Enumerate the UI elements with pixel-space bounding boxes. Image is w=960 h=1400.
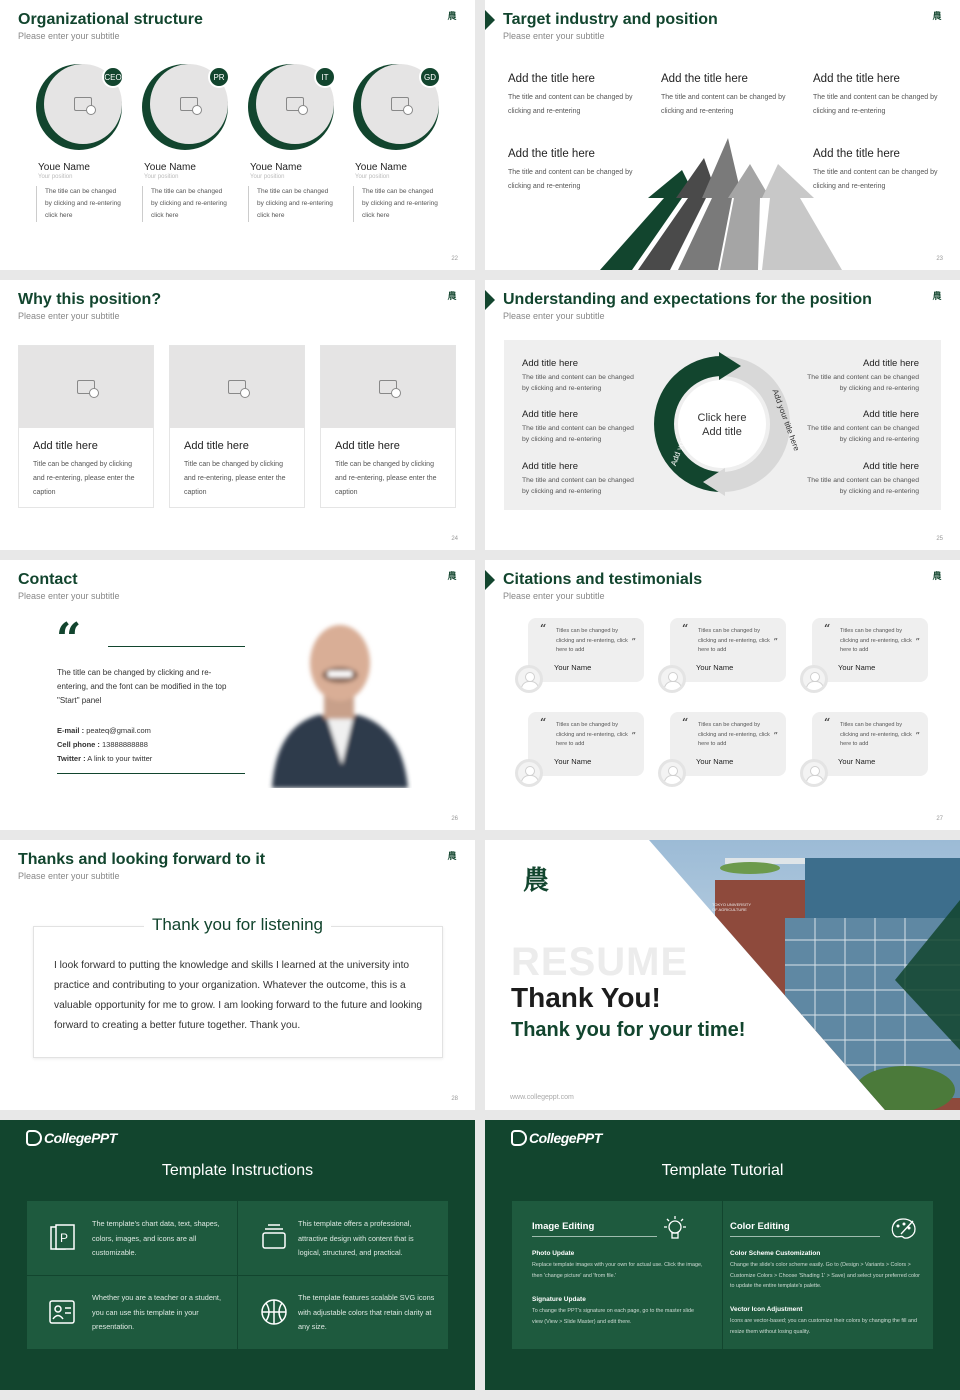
avatar xyxy=(515,759,543,787)
quote-open-icon: “ xyxy=(540,716,547,729)
page-number: 23 xyxy=(936,256,943,262)
university-logo-icon: 農 xyxy=(932,11,941,21)
image-placeholder-icon xyxy=(391,97,409,111)
slide-target-industry[interactable] xyxy=(485,0,960,270)
card-title: Add title here xyxy=(33,440,98,452)
testimonial-name: Your Name xyxy=(554,757,592,766)
divider xyxy=(532,1236,657,1237)
info-text: The title and content can be changed by clicking and re-entering xyxy=(508,94,633,115)
avatar xyxy=(515,665,543,693)
block-text: The title and content can be changed by clicking and re-entering xyxy=(807,425,919,443)
document-icon xyxy=(50,1224,76,1252)
instruction-item xyxy=(92,1217,227,1261)
cycle-center-title[interactable]: Click here Add title xyxy=(697,412,747,438)
slide-why-position[interactable] xyxy=(0,280,475,550)
right-block xyxy=(803,358,919,394)
slide-template-instructions[interactable] xyxy=(0,1120,475,1390)
tutorial-sub: Vector Icon Adjustment xyxy=(730,1306,803,1313)
user-card-icon xyxy=(49,1298,77,1326)
resume-watermark: RESUME xyxy=(511,940,689,984)
page-number: 24 xyxy=(451,536,458,542)
role-badge: PR xyxy=(208,66,230,88)
block-text: The title and content can be changed by clicking and re-entering xyxy=(522,425,634,443)
testimonial-text: Titles can be changed by clicking and re-entering, click here to add xyxy=(556,628,628,653)
quote-open-icon: “ xyxy=(682,716,689,729)
block-text: The title and content can be changed by clicking and re-entering xyxy=(522,477,634,495)
avatar xyxy=(800,759,828,787)
slide-title: Contact xyxy=(18,571,78,588)
image-placeholder-icon xyxy=(379,380,397,394)
role-badge: IT xyxy=(314,66,336,88)
quote-close-icon: ” xyxy=(773,732,778,742)
instruction-text: The template's chart data, text, shapes, colors, images, and icons are all customizable. xyxy=(92,1219,220,1257)
left-block xyxy=(522,358,642,394)
phone-label: Cell phone : xyxy=(57,740,100,749)
slide-subtitle: Please enter your subtitle xyxy=(503,31,605,41)
ball-icon xyxy=(260,1298,288,1326)
testimonial-text: Titles can be changed by clicking and re-entering, click here to add xyxy=(698,722,770,747)
brand-logo xyxy=(511,1130,602,1146)
tutorial-sub: Photo Update xyxy=(532,1250,575,1257)
slide-heading: Template Tutorial xyxy=(661,1162,784,1179)
slide-subtitle: Please enter your subtitle xyxy=(503,311,605,321)
divider xyxy=(730,1236,880,1237)
tutorial-heading: Color Editing xyxy=(730,1221,790,1232)
title-marker xyxy=(485,10,495,30)
message-heading: Thank you for listening xyxy=(144,915,331,934)
slide-title: Understanding and expectations for the position xyxy=(503,291,872,308)
building-sign: TOKYO UNIVERSITY OF AGRICULTURE xyxy=(712,902,751,912)
member-desc: The title can be changed by clicking and re-entering click here xyxy=(353,186,441,222)
quote-open-icon: “ xyxy=(682,622,689,635)
member-position: Your position xyxy=(38,174,73,180)
brand-p-icon xyxy=(511,1130,527,1146)
info-card xyxy=(169,345,305,508)
info-title: Add the title here xyxy=(661,73,748,85)
slide-contact[interactable] xyxy=(0,560,475,830)
phone-value[interactable]: 13888888888 xyxy=(102,740,148,749)
twitter-label: Twitter : xyxy=(57,754,86,763)
role-badge: GD xyxy=(419,66,441,88)
image-placeholder-icon xyxy=(77,380,95,394)
instruction-item xyxy=(92,1291,227,1335)
cycle-arc-right-label: Add your title here xyxy=(770,388,802,453)
title-marker xyxy=(485,290,495,310)
contact-text: The title can be changed by clicking and re-entering, and the font can be modified in the top "Start" panel xyxy=(57,668,227,705)
org-member xyxy=(248,64,336,222)
quote-close-icon: ” xyxy=(631,638,636,648)
instruction-item xyxy=(298,1217,438,1261)
tutorial-sub: Color Scheme Customization xyxy=(730,1250,821,1257)
university-logo-icon: 農 xyxy=(932,571,941,581)
testimonial-name: Your Name xyxy=(838,757,876,766)
portrait-photo[interactable] xyxy=(262,615,412,788)
left-block xyxy=(522,409,642,445)
brand-logo xyxy=(26,1130,117,1146)
info-block xyxy=(508,73,638,119)
avatar xyxy=(658,759,686,787)
slide-subtitle: Please enter your subtitle xyxy=(18,31,120,41)
divider xyxy=(108,646,245,647)
website-url[interactable]: www.collegeppt.com xyxy=(510,1094,574,1101)
divider xyxy=(27,1275,448,1276)
slide-heading: Template Instructions xyxy=(161,1162,314,1179)
page-number: 28 xyxy=(451,1096,458,1102)
title-marker xyxy=(485,570,495,590)
role-badge: CEO xyxy=(102,66,124,88)
quote-open-icon: “ xyxy=(824,716,831,729)
thank-you-subtitle: Thank you for your time! xyxy=(511,1019,746,1041)
member-position: Your position xyxy=(250,174,285,180)
layers-icon xyxy=(260,1224,288,1250)
block-text: The title and content can be changed by clicking and re-entering xyxy=(807,477,919,495)
info-title: Add the title here xyxy=(508,73,595,85)
tutorial-text: To change the PPT's signature on each page, go to the master slide view (View > Slide Master) and edit there. xyxy=(532,1308,694,1325)
member-desc: The title can be changed by clicking and re-entering click here xyxy=(142,186,230,222)
info-title: Add the title here xyxy=(813,73,900,85)
email-value[interactable]: peateq@gmail.com xyxy=(86,726,151,735)
tutorial-text: Replace template images with your own for actual use. Click the image, then 'change picture' and 'from file.' xyxy=(532,1262,703,1279)
image-placeholder-icon xyxy=(228,380,246,394)
info-card xyxy=(320,345,456,508)
brand-name: CollegePPT xyxy=(529,1130,602,1146)
rising-arrows-graphic xyxy=(600,138,845,270)
university-logo-icon: 農 xyxy=(447,11,456,21)
photo-placeholder[interactable] xyxy=(321,346,455,428)
slide-title: Organizational structure xyxy=(18,11,203,28)
image-placeholder-icon xyxy=(180,97,198,111)
university-logo-icon: 農 xyxy=(523,865,550,895)
card-text: Title can be changed by clicking and re-entering, please enter the caption xyxy=(33,461,135,496)
testimonial-bubble xyxy=(670,618,786,682)
tutorial-text: Icons are vector-based; you can customize their colors by changing the fill and resize them without losing quality. xyxy=(730,1318,917,1335)
slide-organizational-structure[interactable] xyxy=(0,0,475,270)
info-text: The title and content can be changed by clicking and re-entering xyxy=(508,169,633,190)
image-placeholder-icon xyxy=(286,97,304,111)
slide-citations[interactable] xyxy=(485,560,960,830)
right-block xyxy=(803,409,919,445)
slide-title: Citations and testimonials xyxy=(503,571,703,588)
block-title: Add title here xyxy=(863,358,919,369)
org-member xyxy=(353,64,441,222)
testimonial-bubble xyxy=(670,712,786,776)
divider xyxy=(57,773,245,774)
tutorial-sub: Signature Update xyxy=(532,1296,586,1303)
member-desc: The title can be changed by clicking and re-entering click here xyxy=(248,186,336,222)
block-text: The title and content can be changed by clicking and re-entering xyxy=(807,374,919,392)
info-block xyxy=(661,73,791,119)
slide-subtitle: Please enter your subtitle xyxy=(18,311,120,321)
message-heading-wrap xyxy=(0,915,475,935)
member-name: Youe Name xyxy=(355,162,407,173)
university-logo-icon: 農 xyxy=(932,291,941,301)
right-block xyxy=(803,461,919,497)
testimonial-bubble xyxy=(528,618,644,682)
quote-open-icon: “ xyxy=(540,622,547,635)
avatar xyxy=(800,665,828,693)
testimonial-text: Titles can be changed by clicking and re-entering, click here to add xyxy=(556,722,628,747)
brand-name: CollegePPT xyxy=(44,1130,117,1146)
org-member xyxy=(36,64,124,222)
testimonial-bubble xyxy=(528,712,644,776)
member-name: Youe Name xyxy=(250,162,302,173)
info-block xyxy=(813,73,943,119)
block-title: Add title here xyxy=(522,409,578,420)
university-logo-icon: 農 xyxy=(447,851,456,861)
info-text: The title and content can be changed by clicking and re-entering xyxy=(813,169,938,190)
palette-icon xyxy=(889,1217,917,1241)
member-name: Youe Name xyxy=(144,162,196,173)
testimonial-name: Your Name xyxy=(554,663,592,672)
svg-text:P: P xyxy=(60,1231,69,1245)
block-title: Add title here xyxy=(863,409,919,420)
instruction-item xyxy=(298,1291,438,1335)
cycle-arc-left-label: Add your title here xyxy=(669,402,700,468)
page-number: 27 xyxy=(936,816,943,822)
photo-placeholder[interactable] xyxy=(170,346,304,428)
slide-subtitle: Please enter your subtitle xyxy=(18,591,120,601)
block-title: Add title here xyxy=(522,358,578,369)
bulb-icon xyxy=(661,1215,689,1241)
contact-details xyxy=(57,724,152,766)
card-title: Add title here xyxy=(184,440,249,452)
left-block xyxy=(522,461,642,497)
quote-close-icon: ” xyxy=(631,732,636,742)
tutorial-text: Change the slide's color scheme easily. Go to (Design > Variants > Colors > Customize Colors > Choose 'Shading 1' > Save) and select your preferred color to update the entire template's palette. xyxy=(730,1262,920,1289)
info-text: The title and content can be changed by clicking and re-entering xyxy=(813,94,938,115)
instruction-text: The template features scalable SVG icons with adjustable colors that retain clarity at any size. xyxy=(298,1293,435,1331)
slide-title: Why this position? xyxy=(18,291,162,308)
slide-thank-you[interactable] xyxy=(485,840,960,1110)
twitter-value[interactable]: A link to your twitter xyxy=(87,754,153,763)
slide-title: Thanks and looking forward to it xyxy=(18,851,266,868)
slide-thanks[interactable] xyxy=(0,840,475,1110)
email-label: E-mail : xyxy=(57,726,85,735)
testimonial-text: Titles can be changed by clicking and re-entering, click here to add xyxy=(840,722,912,747)
divider xyxy=(722,1201,723,1349)
card-text: Title can be changed by clicking and re-entering, please enter the caption xyxy=(335,461,437,496)
testimonial-text: Titles can be changed by clicking and re-entering, click here to add xyxy=(698,628,770,653)
thank-you-title: Thank You! xyxy=(511,982,661,1013)
testimonial-bubble xyxy=(812,618,928,682)
image-placeholder-icon xyxy=(74,97,92,111)
message-text: I look forward to putting the knowledge and skills I learned at the university into practice and contributing to your organization. Whatever the outcome, this is a valuable opportunity for me to grow. I am looking forward to the future and looking forward to creating a better future together. Thank you. xyxy=(54,960,423,1031)
quote-open-icon: “ xyxy=(824,622,831,635)
slide-subtitle: Please enter your subtitle xyxy=(18,871,120,881)
testimonial-bubble xyxy=(812,712,928,776)
testimonial-name: Your Name xyxy=(838,663,876,672)
page-number: 26 xyxy=(451,816,458,822)
slide-title: Target industry and position xyxy=(503,11,718,28)
org-member xyxy=(142,64,230,222)
card-title: Add title here xyxy=(335,440,400,452)
info-title: Add the title here xyxy=(813,148,900,160)
quote-close-icon: ” xyxy=(915,732,920,742)
block-text: The title and content can be changed by clicking and re-entering xyxy=(522,374,634,392)
university-logo-icon: 農 xyxy=(447,291,456,301)
slide-understanding[interactable] xyxy=(485,280,960,550)
page-number: 22 xyxy=(451,256,458,262)
photo-placeholder[interactable] xyxy=(19,346,153,428)
instruction-text: This template offers a professional, attractive design with content that is logical, structured, and practical. xyxy=(298,1219,414,1257)
member-position: Your position xyxy=(144,174,179,180)
card-text: Title can be changed by clicking and re-entering, please enter the caption xyxy=(184,461,286,496)
instruction-text: Whether you are a teacher or a student, you can use this template in your presentation. xyxy=(92,1293,221,1331)
slide-subtitle: Please enter your subtitle xyxy=(503,591,605,601)
testimonial-name: Your Name xyxy=(696,663,734,672)
info-card xyxy=(18,345,154,508)
info-title: Add the title here xyxy=(508,148,595,160)
page-number: 25 xyxy=(936,536,943,542)
brand-p-icon xyxy=(26,1130,42,1146)
slide-template-tutorial[interactable] xyxy=(485,1120,960,1390)
block-title: Add title here xyxy=(522,461,578,472)
testimonial-text: Titles can be changed by clicking and re-entering, click here to add xyxy=(840,628,912,653)
info-text: The title and content can be changed by clicking and re-entering xyxy=(661,94,786,115)
quote-close-icon: ” xyxy=(773,638,778,648)
quote-close-icon: ” xyxy=(915,638,920,648)
quote-mark-icon: “ xyxy=(56,614,82,665)
member-desc: The title can be changed by clicking and re-entering click here xyxy=(36,186,124,222)
block-title: Add title here xyxy=(863,461,919,472)
tutorial-heading: Image Editing xyxy=(532,1221,595,1232)
member-position: Your position xyxy=(355,174,390,180)
member-name: Youe Name xyxy=(38,162,90,173)
testimonial-name: Your Name xyxy=(696,757,734,766)
avatar xyxy=(658,665,686,693)
university-logo-icon: 農 xyxy=(447,571,456,581)
